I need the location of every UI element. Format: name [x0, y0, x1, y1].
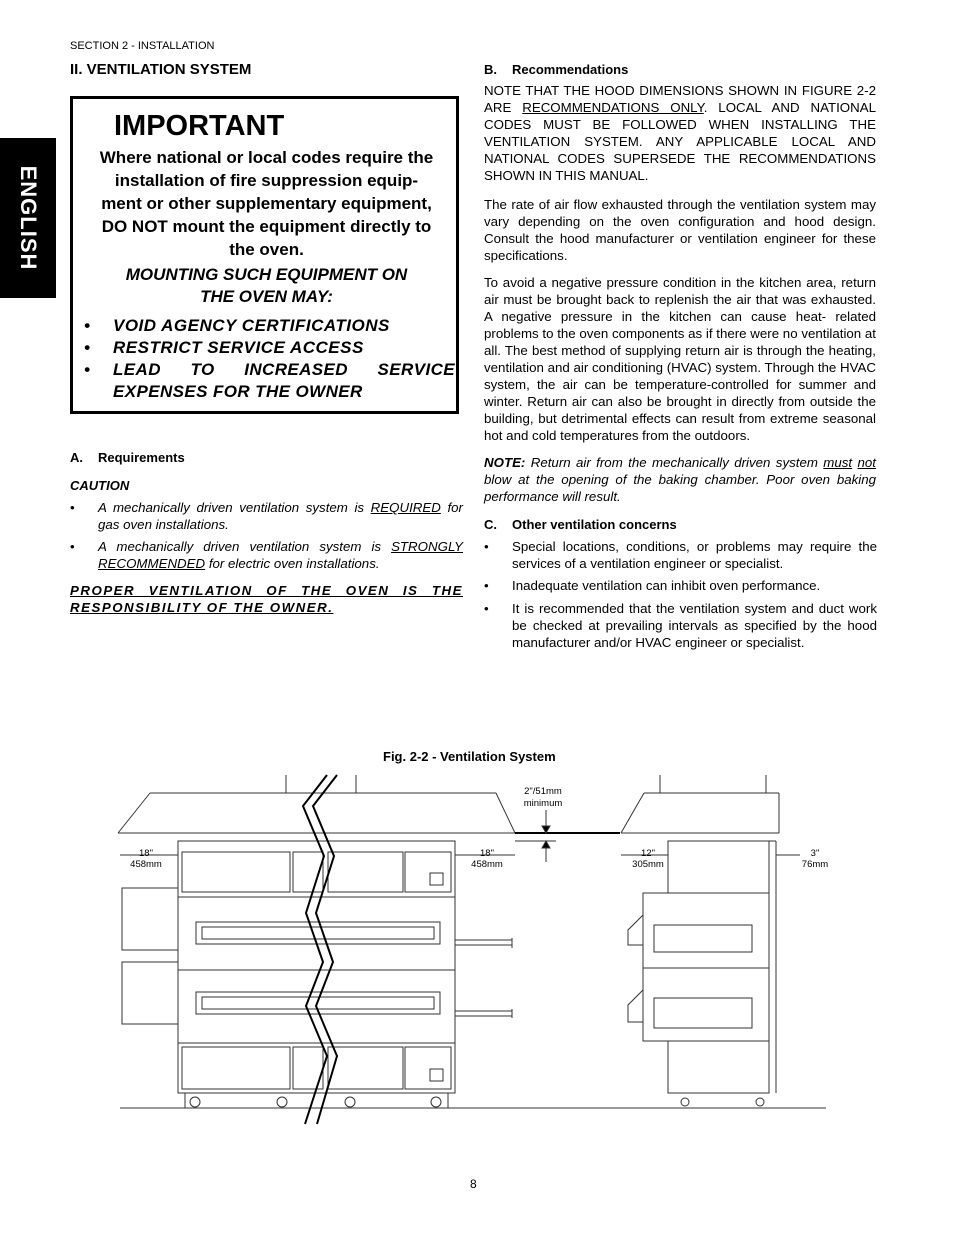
heading-letter: C. [484, 517, 497, 532]
top-dim-inches: 2"/51mm [524, 786, 562, 797]
back-dim-mm: 76mm [801, 859, 829, 870]
heading-text: Recommendations [512, 62, 629, 77]
important-line: installation of fire suppression equip- [114, 171, 419, 190]
note-emphasis: must [823, 455, 853, 470]
req-text: for gas oven installations. [98, 500, 463, 532]
note-text: blow at the opening of the baking chamber. Poor oven baking performance will result. [484, 472, 876, 504]
bullet-text: RESTRICT SERVICE ACCESS [113, 338, 364, 357]
req-text: A mechanically driven ventilation system is [98, 500, 371, 515]
important-line: Where national or local codes require the [99, 148, 434, 167]
caution-label: CAUTION [70, 478, 130, 493]
bullet-text: VOID AGENCY CERTIFICATIONS [113, 316, 390, 335]
side-dim-mm: 305mm [632, 859, 664, 870]
concern-text: Inadequate ventilation can inhibit oven performance. [512, 578, 821, 593]
right-dim-inches: 18" [480, 848, 494, 859]
bullet-mark: • [84, 316, 90, 335]
heading-letter: A. [70, 450, 83, 465]
bullet-mark: • [84, 360, 90, 379]
heading-text: Other ventilation concerns [512, 517, 677, 532]
left-dim-inches: 18" [139, 848, 153, 859]
req-text: for electric oven installations. [205, 556, 380, 571]
important-line: DO NOT mount the equipment directly to [101, 217, 432, 236]
important-line: ment or other supplementary equipment, [101, 194, 432, 213]
section-header: SECTION 2 - INSTALLATION [70, 40, 215, 52]
warning-line: MOUNTING SUCH EQUIPMENT ON [125, 265, 408, 284]
concern-text: It is recommended that the ventilation system and duct work be checked at prevailing intervals as specified by the hood manufacturer and/or HVAC engineer or specialist. [512, 601, 877, 650]
side-hood [621, 775, 779, 833]
important-heading: IMPORTANT [114, 110, 285, 142]
note-text: . LOCAL AND NATIONAL CODES MUST BE FOLLOWED WHEN INSTALLING THE VENTILATION SYSTEM. ANY APPLICABLE LOCAL AND NATIONAL CODES SUPERSEDE THE RECOMMENDATIONS SHOWN IN THIS MANUAL. [484, 100, 876, 183]
req-emphasis: REQUIRED [370, 500, 441, 515]
break-line [303, 775, 337, 1124]
heading-letter: B. [484, 62, 497, 77]
bullet-mark: • [84, 338, 90, 357]
responsibility-statement: PROPER VENTILATION OF THE OVEN IS THE RESPONSIBILITY OF THE OWNER. [70, 583, 463, 615]
left-dim-mm: 458mm [130, 859, 162, 870]
right-dim-mm: 458mm [471, 859, 503, 870]
top-clearance-dimension [515, 810, 620, 862]
language-label: ENGLISH [16, 165, 41, 271]
back-dim-inches: 3" [810, 848, 820, 859]
warning-line: THE OVEN MAY: [200, 287, 333, 306]
req-emphasis: STRONGLY RECOMMENDED [98, 539, 463, 571]
concern-text: Special locations, conditions, or problems may require the services of a ventilation engineer or specialist. [512, 539, 877, 571]
page-number: 8 [470, 1177, 477, 1191]
side-oven [628, 841, 776, 1106]
return-air-paragraph: To avoid a negative pressure condition in the kitchen area, return air must be brought back to replenish the air that was exhausted. A negative pressure in the kitchen can cause heat- related problems to the oven components as if there were no ventilation at all. The best method of supplying return air is through the heating, ventilation and air conditioning (HVAC) system. Through the HVAC system, the air can be temperature-controlled for summer and winter. Return air can also be brought in directly from outside the building, but detrimental effects can result from extreme seasonal hot and cold temperatures from the outdoors. [484, 275, 876, 443]
note-emphasis: not [857, 455, 876, 470]
section-title: II. VENTILATION SYSTEM [70, 61, 252, 78]
side-dim-inches: 12" [641, 848, 655, 859]
note-label: NOTE: [484, 455, 526, 470]
bullet-text: LEAD TO INCREASED SERVICE EXPENSES FOR THE OWNER [113, 360, 455, 401]
heading-text: Requirements [98, 450, 185, 465]
figure-caption: Fig. 2-2 - Ventilation System [383, 749, 556, 764]
important-line: the oven. [229, 240, 304, 259]
req-text: A mechanically driven ventilation system is [98, 539, 392, 554]
top-dim-note: minimum [523, 798, 563, 809]
note-emphasis: RECOMMENDATIONS ONLY [522, 100, 704, 115]
front-hood [118, 775, 515, 833]
note-text: NOTE THAT THE HOOD DIMENSIONS SHOWN IN FIGURE 2-2 ARE [484, 83, 876, 115]
airflow-paragraph: The rate of air flow exhausted through the ventilation system may vary depending on the oven configuration and hood design. Consult the hood manufacturer or ventilation engineer for these specifications. [484, 197, 876, 263]
note-text: Return air from the mechanically driven system [525, 455, 824, 470]
